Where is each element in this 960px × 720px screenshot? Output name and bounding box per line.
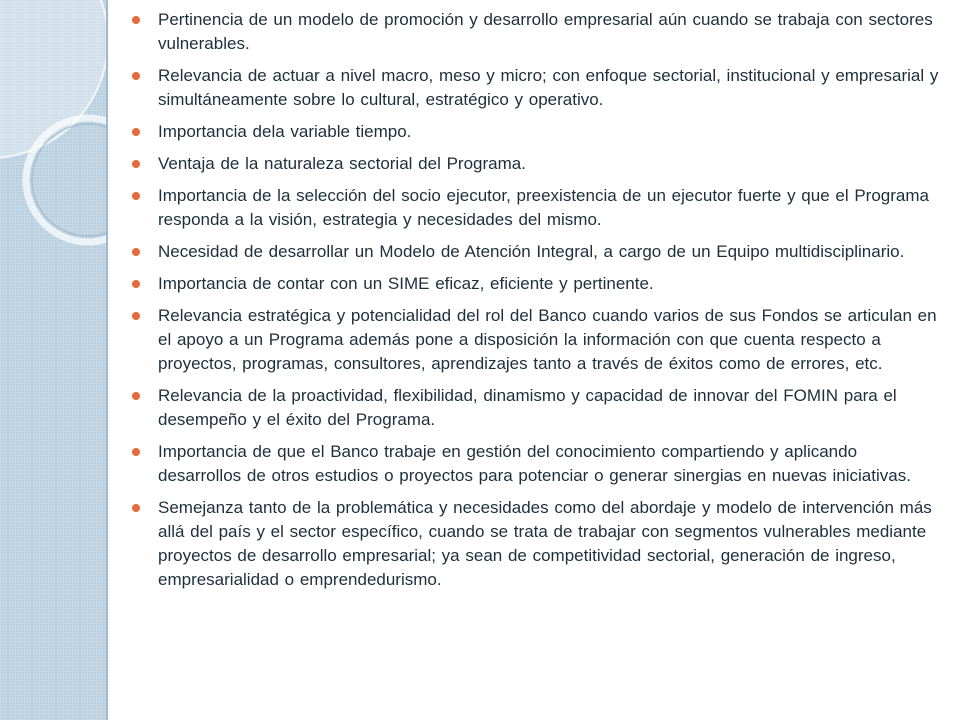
bullet-text: Relevancia estratégica y potencialidad del rol del Banco cuando varios de sus Fondos se articulan en el apoyo a un Programa además pone a disposición la información con que cuenta respecto a proyectos, programas, consultores, aprendizajes tanto a través de éxitos como de errores, etc.: [158, 306, 937, 373]
side-panel-edge: [106, 0, 108, 720]
bullet-icon: [132, 280, 140, 288]
bullet-icon: [132, 160, 140, 168]
bullet-text: Pertinencia de un modelo de promoción y desarrollo empresarial aún cuando se trabaja con sectores vulnerables.: [158, 10, 933, 53]
list-item: [128, 8, 940, 56]
bullet-text: Importancia de la selección del socio ejecutor, preexistencia de un ejecutor fuerte y que el Programa responda a la visión, estrategia y necesidades del mismo.: [158, 186, 929, 229]
bullet-icon: [132, 312, 140, 320]
bullet-icon: [132, 448, 140, 456]
bullet-icon: [132, 392, 140, 400]
list-item: [128, 120, 940, 144]
lessons-bullet-list: [128, 8, 940, 592]
list-item: [128, 184, 940, 232]
slide-content: [128, 8, 940, 600]
bullet-icon: [132, 72, 140, 80]
bullet-icon: [132, 128, 140, 136]
bullet-icon: [132, 16, 140, 24]
list-item: [128, 304, 940, 376]
list-item: [128, 64, 940, 112]
list-item: [128, 272, 940, 296]
bullet-text: Semejanza tanto de la problemática y necesidades como del abordaje y modelo de intervención más allá del país y el sector específico, cuando se trata de trabajar con segmentos vulnerables mediante proyectos de desarrollo empresarial; ya sean de competitividad sectorial, generación de ingreso, empresarialidad o emprendedurismo.: [158, 498, 932, 589]
bullet-text: Relevancia de actuar a nivel macro, meso y micro; con enfoque sectorial, institucional y empresarial y simultáneamente sobre lo cultural, estratégico y operativo.: [158, 66, 939, 109]
bullet-icon: [132, 248, 140, 256]
bullet-icon: [132, 192, 140, 200]
bullet-icon: [132, 504, 140, 512]
bullet-text: Relevancia de la proactividad, flexibilidad, dinamismo y capacidad de innovar del FOMIN para el desempeño y el éxito del Programa.: [158, 386, 897, 429]
list-item: [128, 384, 940, 432]
bullet-text: Necesidad de desarrollar un Modelo de Atención Integral, a cargo de un Equipo multidisciplinario.: [158, 242, 905, 261]
bullet-text: Importancia dela variable tiempo.: [158, 122, 412, 141]
list-item: [128, 152, 940, 176]
bullet-text: Ventaja de la naturaleza sectorial del Programa.: [158, 154, 526, 173]
bullet-text: Importancia de contar con un SIME eficaz, eficiente y pertinente.: [158, 274, 654, 293]
bullet-text: Importancia de que el Banco trabaje en gestión del conocimiento compartiendo y aplicando desarrollos de otros estudios o proyectos para potenciar o generar sinergias en nuevas iniciativas.: [158, 442, 911, 485]
decorative-circles: [0, 0, 106, 720]
large-circle-decoration: [0, 0, 106, 158]
list-item: [128, 240, 940, 264]
list-item: [128, 440, 940, 488]
list-item: [128, 496, 940, 592]
decorative-side-panel: [0, 0, 106, 720]
